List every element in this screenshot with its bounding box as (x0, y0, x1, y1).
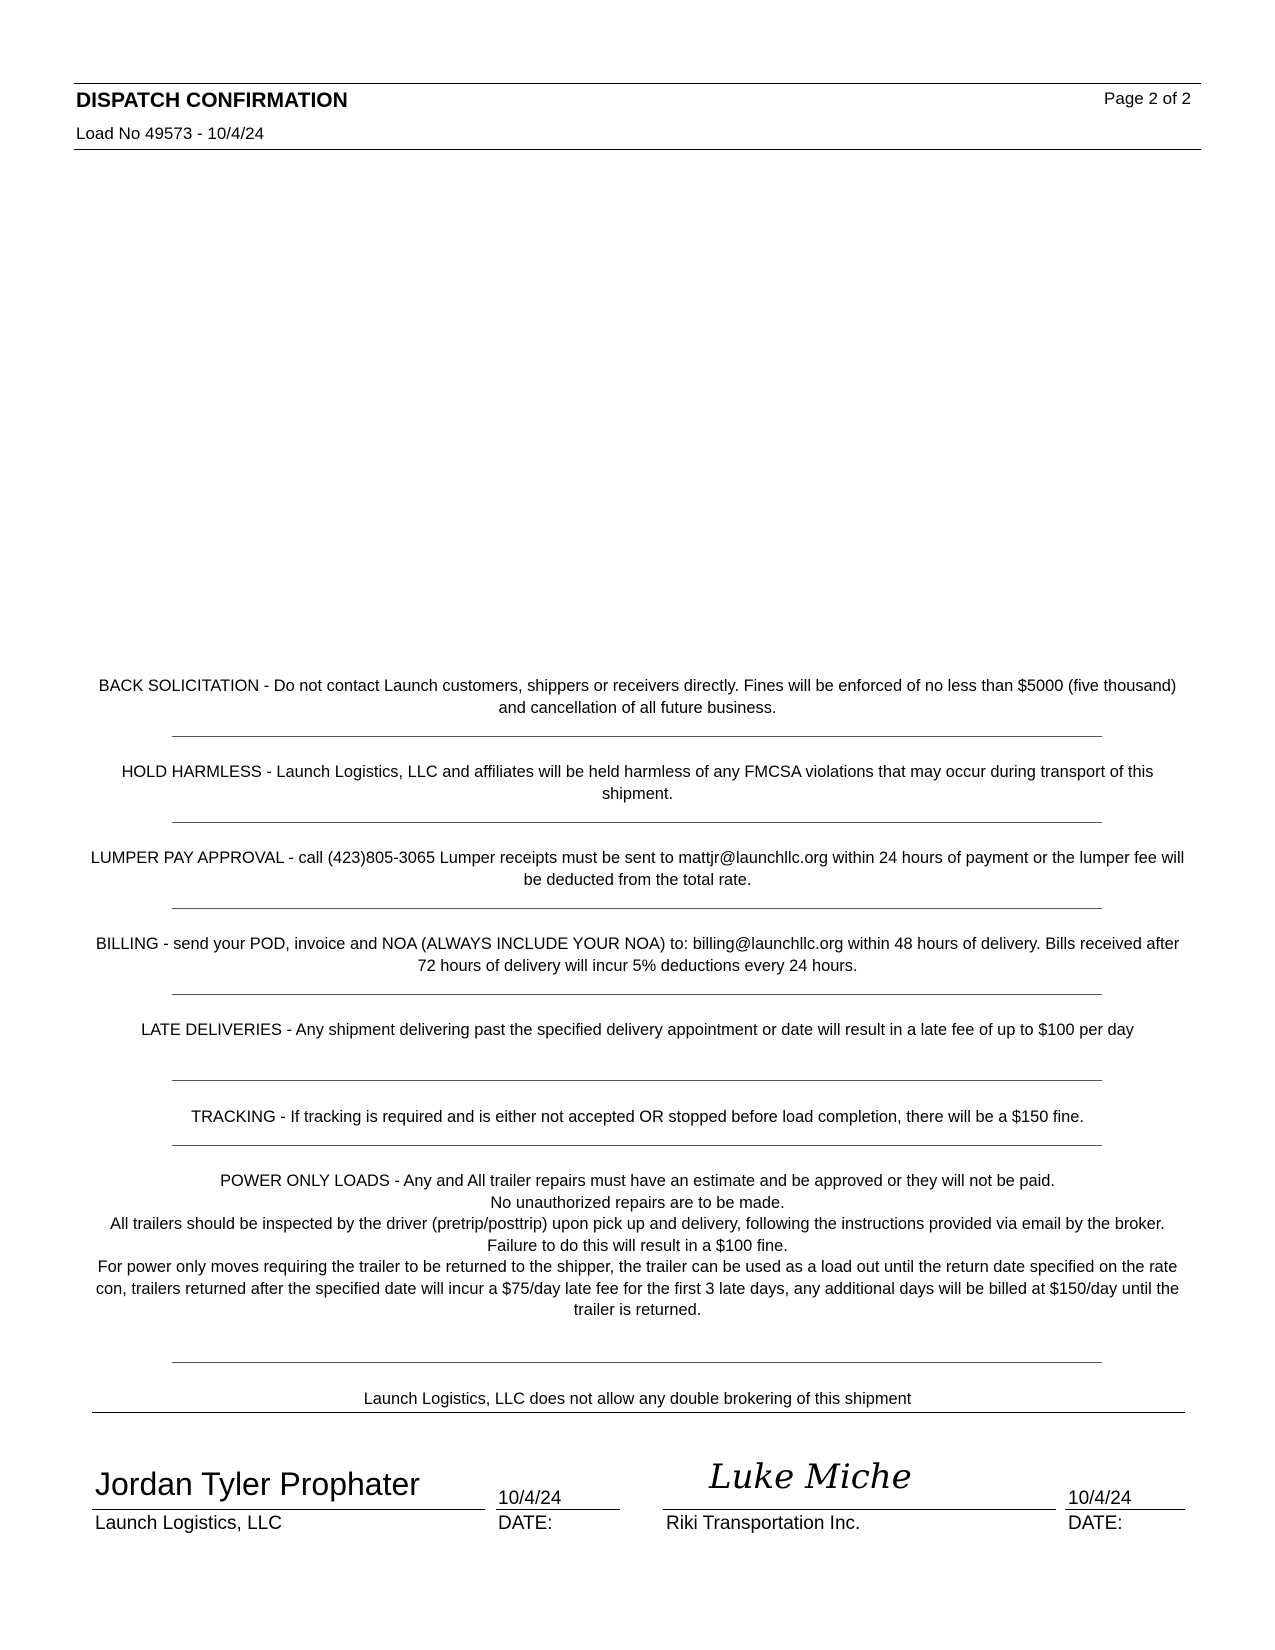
header-top-rule (74, 83, 1201, 84)
broker-date-label: DATE: (498, 1513, 553, 1534)
clause-separator (172, 1080, 1102, 1081)
clause-late-deliveries: LATE DELIVERIES - Any shipment delivering past the specified delivery appointment or date will result in a late fee of up to $100 per day (141, 1021, 1134, 1039)
double-brokering-notice: Launch Logistics, LLC does not allow any double brokering of this shipment (363, 1390, 912, 1408)
clause-power-only (90, 1171, 1185, 1322)
power-only-line-2: No unauthorized repairs are to be made. (490, 1193, 785, 1212)
clause-separator (172, 1362, 1102, 1363)
clause-lumper-pay: LUMPER PAY APPROVAL - call (423)805-3065 Lumper receipts must be sent to mattjr@launchllc.org within 24 hours of payment or the lumper fee will be deducted from the total rate. (90, 849, 1185, 889)
broker-date-line (496, 1509, 620, 1510)
broker-signature-line (92, 1509, 485, 1510)
broker-company: Launch Logistics, LLC (95, 1513, 282, 1534)
carrier-date-label: DATE: (1068, 1513, 1123, 1534)
clause-separator (172, 1145, 1102, 1146)
clause-tracking: TRACKING - If tracking is required and is either not accepted OR stopped before load completion, there will be a $150 fine. (191, 1108, 1084, 1126)
clause-separator (172, 736, 1102, 737)
carrier-company: Riki Transportation Inc. (666, 1513, 861, 1534)
clause-separator (172, 994, 1102, 995)
load-number: Load No 49573 - 10/4/24 (76, 124, 265, 143)
power-only-line-3: All trailers should be inspected by the driver (pretrip/posttrip) upon pick up and delivery, following the instructions provided via email by the broker. Failure to do this will result in a $100 fine. (110, 1215, 1165, 1255)
carrier-date: 10/4/24 (1068, 1488, 1132, 1509)
carrier-date-line (1065, 1509, 1185, 1510)
clause-hold-harmless: HOLD HARMLESS - Launch Logistics, LLC and affiliates will be held harmless of any FMCSA violations that may occur during transport of this shipment. (121, 763, 1154, 803)
carrier-signature-text: Luke Miche (709, 1457, 912, 1497)
broker-signer-name: Jordan Tyler Prophater (95, 1466, 420, 1502)
clause-separator (172, 822, 1102, 823)
clause-separator (172, 908, 1102, 909)
carrier-signature (705, 1448, 925, 1504)
page-title: DISPATCH CONFIRMATION (76, 89, 348, 112)
notice-rule (92, 1412, 1185, 1413)
clause-back-solicitation: BACK SOLICITATION - Do not contact Launch customers, shippers or receivers directly. Fines will be enforced of no less than $5000 (five thousand) and cancellation of all future business. (98, 677, 1177, 717)
broker-date: 10/4/24 (498, 1488, 562, 1509)
clause-billing: BILLING - send your POD, invoice and NOA (ALWAYS INCLUDE YOUR NOA) to: billing@launchllc.org within 48 hours of delivery. Bills received after 72 hours of delivery will incur 5% deductions every 24 hours. (95, 935, 1180, 975)
page-number: Page 2 of 2 (1104, 89, 1191, 108)
carrier-signature-line (663, 1509, 1056, 1510)
power-only-line-4: For power only moves requiring the trailer to be returned to the shipper, the trailer can be used as a load out until the return date specified on the rate con, trailers returned after the specified date will incur a $75/day late fee for the first 3 late days, any additional days will be billed at $150/day until the trailer is returned. (95, 1258, 1180, 1319)
power-only-line-1: POWER ONLY LOADS - Any and All trailer repairs must have an estimate and be approved or they will not be paid. (220, 1172, 1055, 1190)
header-bottom-rule (74, 149, 1201, 150)
